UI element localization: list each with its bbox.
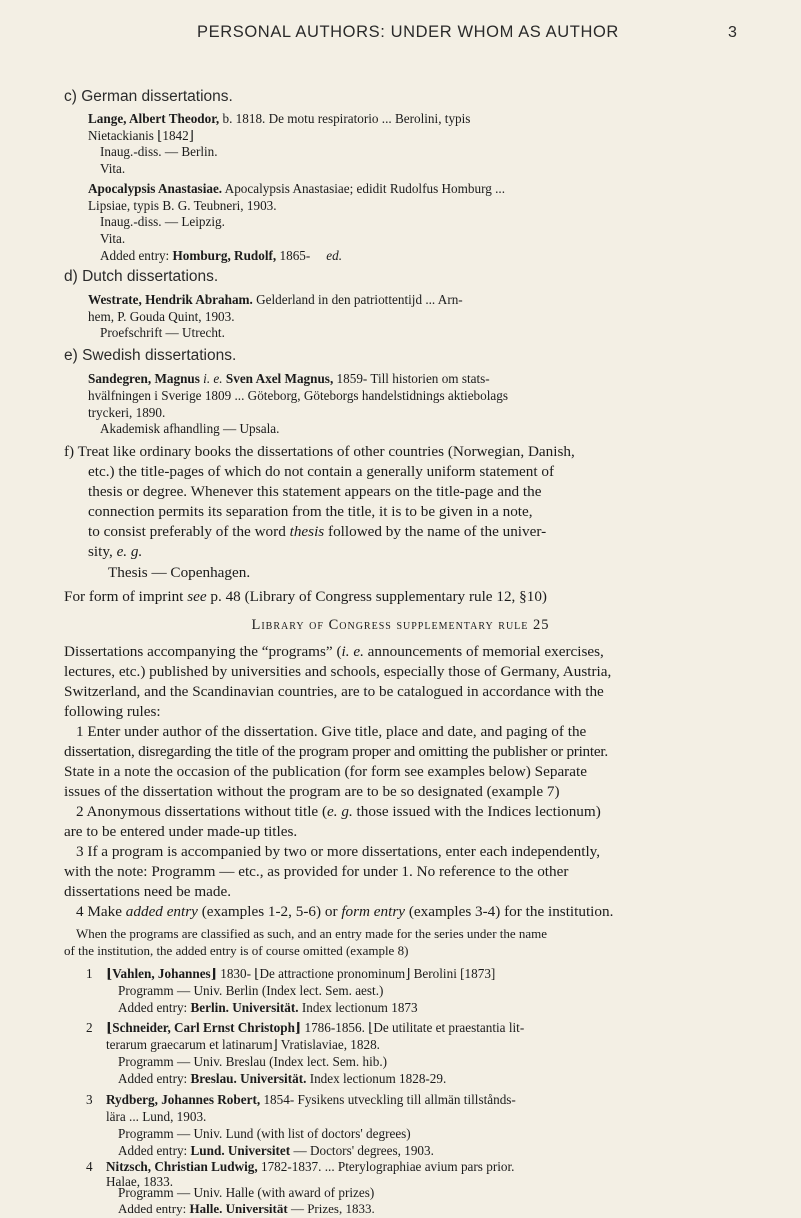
rule-text: Dissertations accompanying the “programs” (	[64, 643, 342, 660]
rule3-line1: 3 If a program is accompanied by two or more dissertations, enter each independently,	[76, 843, 601, 860]
rule4-note-line1: When the programs are classified as such, and an entry made for the series under the name	[76, 926, 548, 941]
example-heading: ⌊Schneider, Carl Ernst Christoph⌋	[106, 1020, 302, 1035]
added-entry-prefix: Added entry:	[118, 1201, 190, 1216]
entry-lange-note: Inaug.-diss. — Berlin.	[100, 144, 218, 159]
entry-sandegren-note: Akademisk afhandling — Upsala.	[100, 421, 280, 436]
added-entry-heading: Halle. Universität	[189, 1201, 288, 1216]
para-f-line5	[88, 524, 546, 539]
entry-lange-line2: Nietackianis ⌊1842⌋	[88, 128, 194, 143]
rule25-intro-line1	[64, 644, 604, 659]
para-f-line4: connection permits its separation from the title, it is to be given in a note,	[88, 503, 533, 520]
example4-line1	[106, 1160, 514, 1173]
entry-text: Apocalypsis Anastasiae; edidit Rudolfus Homburg ...	[222, 181, 506, 196]
added-entry-ed: ed.	[326, 248, 343, 263]
entry-sandegren-line3: tryckeri, 1890.	[88, 405, 166, 420]
entry-heading: Lange, Albert Theodor,	[88, 111, 220, 126]
entry-sandegren-line1	[88, 372, 490, 385]
example-heading: Rydberg, Johannes Robert,	[106, 1092, 261, 1107]
added-entry-heading: Berlin. Universität.	[190, 1000, 299, 1015]
added-entry-text: Index lectionum 1873	[298, 1000, 418, 1015]
example-text: 1786-1856. ⌊De utilitate et praestantia lit-	[301, 1020, 525, 1035]
rule-text: (examples 3-4) for the institution.	[405, 903, 614, 920]
entry-heading-2: Sven Axel Magnus,	[225, 371, 334, 386]
rule4-line1	[76, 904, 613, 919]
rule2-line1	[76, 804, 601, 819]
para-f-text: sity,	[88, 543, 117, 560]
example-number: 4	[86, 1159, 93, 1174]
rule-eg: e. g.	[327, 803, 353, 820]
imprint-note-text: p. 48 (Library of Congress supplementary rule 12, §10)	[206, 588, 547, 605]
entry-apocalypsis-note: Inaug.-diss. — Leipzig.	[100, 214, 225, 229]
added-entry-text: — Doctors' degrees, 1903.	[290, 1143, 434, 1158]
para-f-thesis-word: thesis	[289, 523, 325, 540]
para-f-example: Thesis — Copenhagen.	[108, 564, 251, 581]
example3-note: Programm — Univ. Lund (with list of doctors' degrees)	[118, 1126, 411, 1141]
rule-form-entry: form entry	[341, 903, 406, 920]
rule25-heading: Library of Congress supplementary rule 25	[251, 617, 550, 633]
added-entry-prefix: Added entry:	[118, 1071, 191, 1086]
example-text: 1854- Fysikens utveckling till allmän tillstånds-	[260, 1092, 516, 1107]
entry-westrate-line2: hem, P. Gouda Quint, 1903.	[88, 309, 235, 324]
rule25-intro-line3: Switzerland, and the Scandinavian countries, are to be catalogued in accordance with the	[64, 683, 604, 700]
example3-line2: lära ... Lund, 1903.	[106, 1109, 207, 1124]
example3-added	[118, 1144, 434, 1157]
example1-line1	[106, 967, 495, 980]
imprint-note-see: see	[187, 588, 207, 605]
rule-added-entry: added entry	[125, 903, 198, 920]
example-text: 1830- ⌊De attractione pronominum⌋ Berolini [1873]	[216, 966, 496, 981]
added-entry-text: Index lectionum 1828-29.	[306, 1071, 447, 1086]
running-header: PERSONAL AUTHORS: UNDER WHOM AS AUTHOR	[197, 23, 619, 41]
added-entry-heading: Lund. Universitet	[190, 1143, 291, 1158]
rule1-line1: 1 Enter under author of the dissertation. Give title, place and date, and paging of the	[76, 723, 587, 740]
para-f-text: to consist preferably of the word	[88, 523, 290, 540]
para-f-eg: e. g.	[116, 543, 143, 560]
section-d-label: d) Dutch dissertations.	[64, 268, 219, 285]
example4-note: Programm — Univ. Halle (with award of prizes)	[118, 1185, 375, 1200]
rule-text: (examples 1-2, 5-6) or	[197, 903, 342, 920]
example1-added	[118, 1001, 418, 1014]
imprint-note	[64, 589, 547, 604]
added-entry-text: — Prizes, 1833.	[287, 1201, 375, 1216]
rule-text: 4 Make	[76, 903, 126, 920]
entry-apocalypsis-added	[100, 249, 342, 262]
example3-line1	[106, 1093, 516, 1106]
entry-heading: Sandegren, Magnus	[88, 371, 200, 386]
rule25-intro-line4: following rules:	[64, 703, 161, 720]
example2-line1	[106, 1021, 524, 1034]
entry-text: 1859- Till historien om stats-	[333, 371, 490, 386]
section-e-label: e) Swedish dissertations.	[64, 347, 237, 364]
page-number: 3	[728, 24, 737, 41]
added-entry-heading: Breslau. Universität.	[190, 1071, 307, 1086]
entry-text: b. 1818. De motu respiratorio ... Berolini, typis	[219, 111, 471, 126]
example2-note: Programm — Univ. Breslau (Index lect. Sem. hib.)	[118, 1054, 388, 1069]
entry-heading: Westrate, Hendrik Abraham.	[88, 292, 253, 307]
rule1-line4: issues of the dissertation without the program are to be so designated (example 7)	[64, 783, 560, 800]
para-f-text: followed by the name of the univer-	[324, 523, 547, 540]
para-f-line3: thesis or degree. Whenever this statement appears on the title-page and the	[88, 483, 542, 500]
rule3-line2: with the note: Programm — etc., as provided for under 1. No reference to the other	[64, 863, 569, 880]
rule-text: announcements of memorial exercises,	[367, 643, 604, 660]
example-number: 2	[86, 1020, 93, 1035]
para-f-line1: f) Treat like ordinary books the dissertations of other countries (Norwegian, Danish,	[64, 443, 575, 460]
rule1-line3: State in a note the occasion of the publication (for form see examples below) Separate	[64, 763, 587, 780]
rule4-note-line2: of the institution, the added entry is of course omitted (example 8)	[64, 943, 409, 958]
example-heading: Nitzsch, Christian Ludwig,	[106, 1159, 258, 1174]
rule25-intro-line2: lectures, etc.) published by universities and schools, especially those of Germany, Austria,	[64, 663, 612, 680]
rule-text: those issued with the Indices lectionum)	[352, 803, 601, 820]
added-entry-heading: Homburg, Rudolf,	[172, 248, 277, 263]
example1-note: Programm — Univ. Berlin (Index lect. Sem. aest.)	[118, 983, 384, 998]
rule3-line3: dissertations need be made.	[64, 883, 232, 900]
entry-ie: i. e.	[199, 371, 226, 386]
example-number: 3	[86, 1092, 93, 1107]
entry-lange-vita: Vita.	[100, 161, 126, 176]
example4-added	[118, 1202, 375, 1215]
para-f-line6	[88, 544, 142, 559]
added-entry-prefix: Added entry:	[100, 248, 173, 263]
para-f-line2: etc.) the title-pages of which do not contain a generally uniform statement of	[88, 463, 555, 480]
entry-apocalypsis-line2: Lipsiae, typis B. G. Teubneri, 1903.	[88, 198, 277, 213]
entry-apocalypsis-line1	[88, 182, 505, 195]
example-number: 1	[86, 966, 93, 981]
added-entry-text: 1865-	[276, 248, 311, 263]
entry-text: Gelderland in den patriottentijd ... Arn-	[252, 292, 463, 307]
imprint-note-text: For form of imprint	[64, 588, 188, 605]
example2-line2: terarum graecarum et latinarum⌋ Vratislaviae, 1828.	[106, 1037, 380, 1052]
section-c-label: c) German dissertations.	[64, 88, 233, 105]
rule-text: 2 Anonymous dissertations without title (	[76, 803, 328, 820]
entry-sandegren-line2: hvälfningen i Sverige 1809 ... Göteborg, Göteborgs handelstidnings aktiebolags	[88, 388, 508, 403]
rule1-line2: dissertation, disregarding the title of the program proper and omitting the publisher or printer.	[64, 743, 608, 760]
rule2-line2: are to be entered under made-up titles.	[64, 823, 298, 840]
entry-apocalypsis-vita: Vita.	[100, 231, 126, 246]
example4-line2: Halae, 1833.	[106, 1174, 174, 1189]
entry-westrate-note: Proefschrift — Utrecht.	[100, 325, 225, 340]
added-entry-prefix: Added entry:	[118, 1000, 191, 1015]
entry-lange-line1	[88, 112, 470, 125]
example2-added	[118, 1072, 446, 1085]
added-entry-prefix: Added entry:	[118, 1143, 191, 1158]
example-heading: ⌊Vahlen, Johannes⌋	[106, 966, 217, 981]
entry-heading: Apocalypsis Anastasiae.	[88, 181, 223, 196]
entry-westrate-line1	[88, 293, 463, 306]
rule-ie: i. e.	[341, 643, 364, 660]
example-text: 1782-1837. ... Pterylographiae avium pars prior.	[257, 1159, 515, 1174]
